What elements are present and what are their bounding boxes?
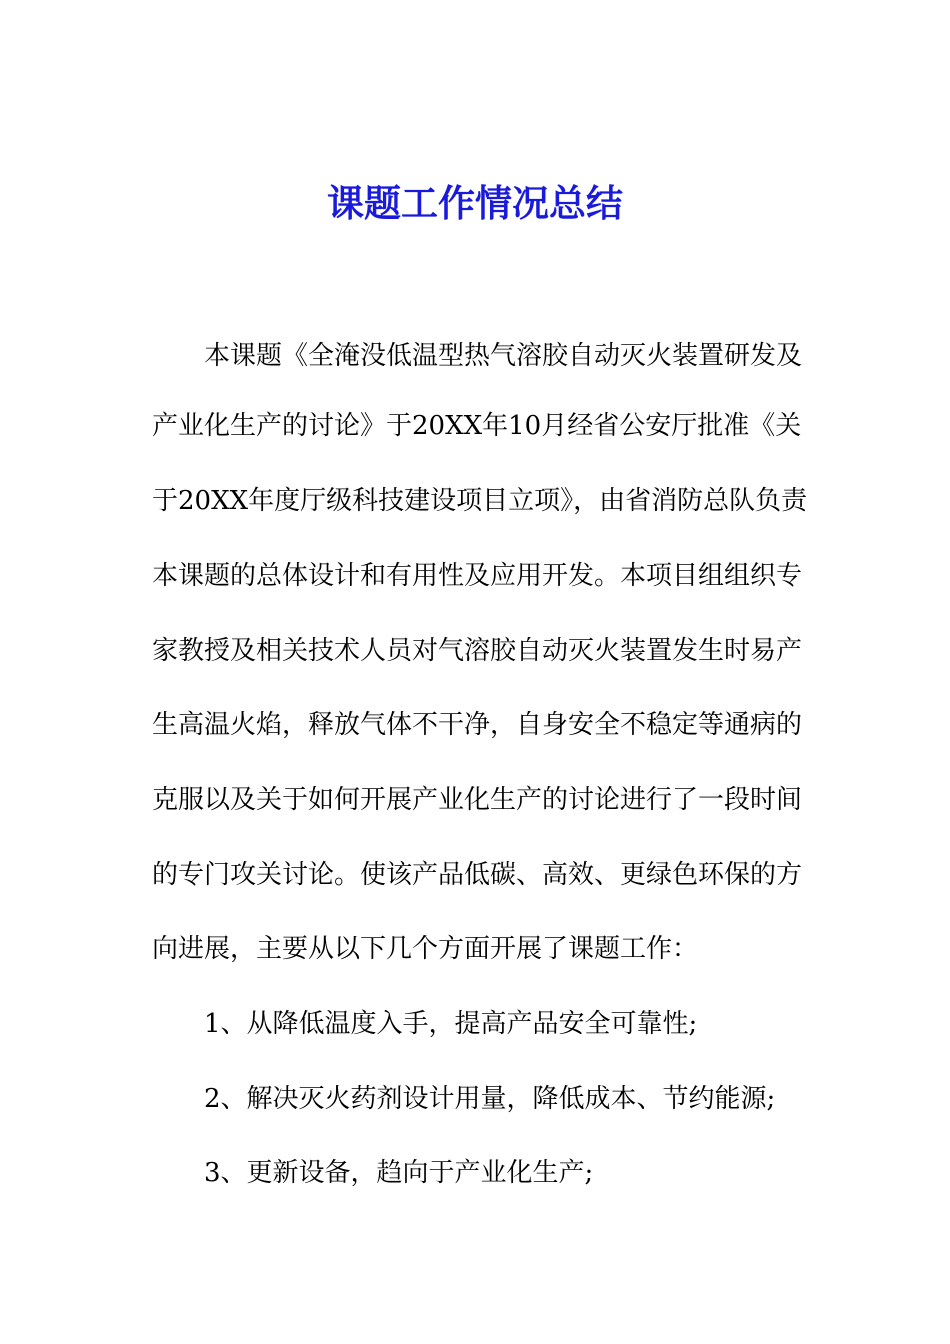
list-item-2: 2、解决灭火药剂设计用量，降低成本、节约能源;: [152, 1084, 776, 1114]
paragraph-line-1: 本课题《全淹没低温型热气溶胶自动灭火装置研发及: [152, 341, 803, 371]
paragraph-line-3: 于20XX年度厅级科技建设项目立项》，由省消防总队负责: [152, 486, 808, 516]
paragraph-line-5: 家教授及相关技术人员对气溶胶自动灭火装置发生时易产: [152, 636, 803, 666]
paragraph-line-4: 本课题的总体设计和有用性及应用开发。本项目组组织专: [152, 561, 803, 591]
paragraph-line-7: 克服以及关于如何开展产业化生产的讨论进行了一段时间: [152, 785, 803, 815]
paragraph-line-9: 向进展，主要从以下几个方面开展了课题工作：: [152, 934, 699, 964]
list-item-1: 1、从降低温度入手，提高产品安全可靠性;: [152, 1009, 698, 1039]
paragraph-line-8: 的专门攻关讨论。使该产品低碳、高效、更绿色环保的方: [152, 860, 803, 890]
paragraph-line-2: 产业化生产的讨论》于20XX年10月经省公安厅批准《关: [152, 411, 802, 441]
document-title: 课题工作情况总结: [327, 181, 623, 225]
paragraph-line-6: 生高温火焰，释放气体不干净，自身安全不稳定等通病的: [152, 710, 803, 740]
list-item-3: 3、更新设备，趋向于产业化生产;: [152, 1158, 594, 1188]
